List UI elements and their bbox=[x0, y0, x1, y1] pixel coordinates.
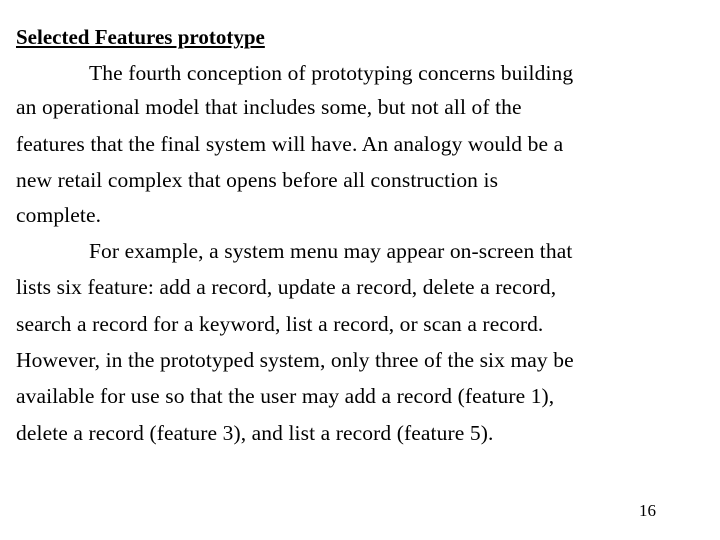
paragraph-1-line-2: an operational model that includes some, but not all of the bbox=[16, 95, 522, 119]
page-number: 16 bbox=[639, 501, 656, 520]
paragraph-2-line-1: For example, a system menu may appear on-screen that bbox=[89, 239, 573, 263]
paragraph-1-line-4: new retail complex that opens before all construction is bbox=[16, 168, 499, 192]
paragraph-2-line-3: search a record for a keyword, list a record, or scan a record. bbox=[16, 312, 544, 336]
paragraph-1-line-5: complete. bbox=[16, 203, 102, 227]
paragraph-1-line-1: The fourth conception of prototyping concerns building bbox=[89, 61, 574, 85]
paragraph-2-line-2: lists six feature: add a record, update a record, delete a record, bbox=[16, 275, 557, 299]
paragraph-2-line-6: delete a record (feature 3), and list a record (feature 5). bbox=[16, 421, 494, 445]
paragraph-1-line-3: features that the final system will have. An analogy would be a bbox=[16, 132, 564, 156]
paragraph-2-line-4: However, in the prototyped system, only three of the six may be bbox=[16, 348, 574, 372]
slide-heading: Selected Features prototype bbox=[16, 25, 265, 49]
paragraph-2-line-5: available for use so that the user may add a record (feature 1), bbox=[16, 384, 555, 408]
